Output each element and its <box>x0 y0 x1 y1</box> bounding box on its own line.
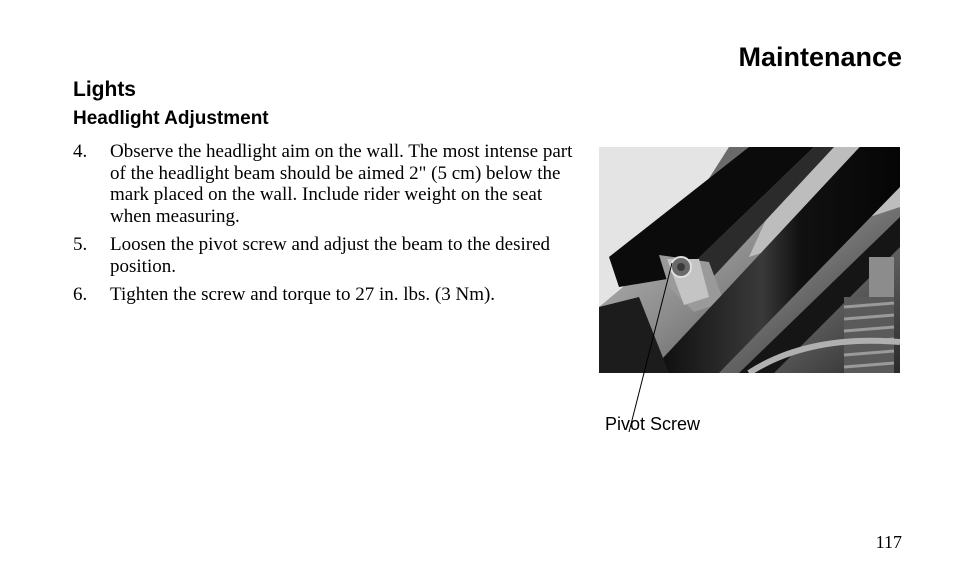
page-subheading: Headlight Adjustment <box>73 108 269 129</box>
step-number: 5. <box>73 234 88 255</box>
step-number: 6. <box>73 284 88 305</box>
section-title: Maintenance <box>738 42 902 72</box>
step-text: Loosen the pivot screw and adjust the beam to the desired position. <box>110 234 551 277</box>
step-text: Observe the headlight aim on the wall. The most intense part of the headlight beam should be aimed 2" (5 cm) below the mark placed on the wall. Include rider weight on the seat when measuring. <box>110 141 573 227</box>
page-heading: Lights <box>73 78 136 101</box>
figure-caption: Pivot Screw <box>605 414 701 434</box>
page-number: 117 <box>875 532 902 552</box>
step-number: 4. <box>73 141 88 162</box>
step-text: Tighten the screw and torque to 27 in. lbs. (3 Nm). <box>110 284 496 305</box>
